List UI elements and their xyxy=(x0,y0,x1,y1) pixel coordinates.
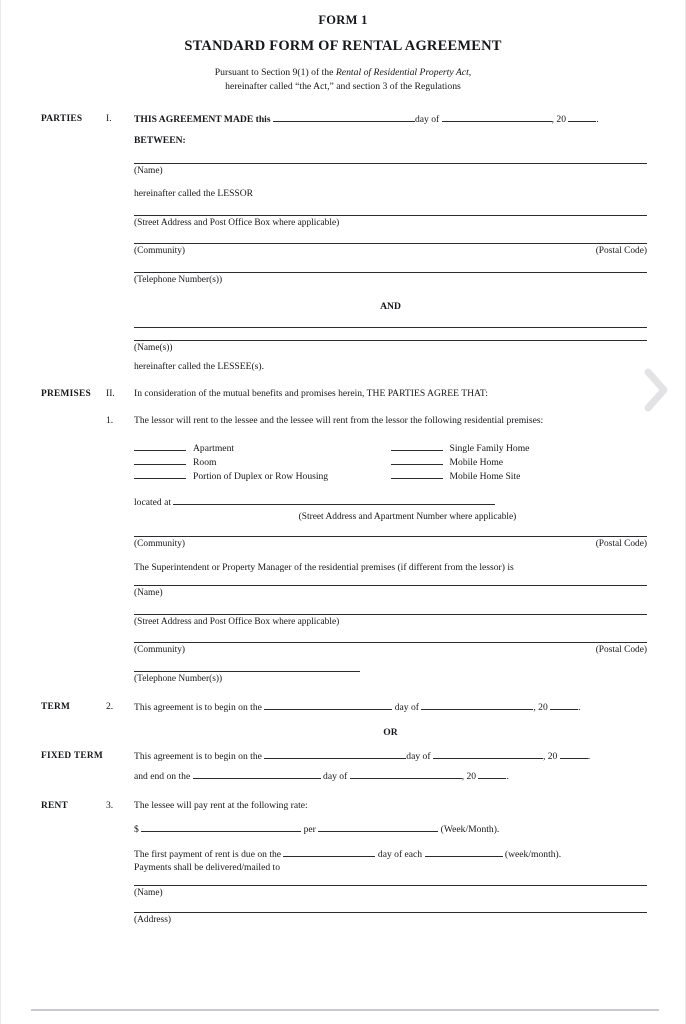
rent-week-month-lower-label: (week/month). xyxy=(504,849,562,861)
superintendent-community-field[interactable] xyxy=(134,642,647,643)
between-label: BETWEEN: xyxy=(134,134,186,146)
option-duplex-label: Portion of Duplex or Row Housing xyxy=(193,470,329,482)
option-room-checkbox-blank[interactable] xyxy=(134,456,186,465)
or-divider-row xyxy=(1,727,685,740)
option-single-family-checkbox-blank[interactable] xyxy=(391,442,443,451)
rent-delivered-label: Payments shall be delivered/mailed to xyxy=(134,862,281,874)
premises-type-options xyxy=(134,442,647,485)
parties-numeral: I. xyxy=(106,112,112,124)
fixed-term-period: . xyxy=(587,751,591,763)
rent-due-day-blank[interactable] xyxy=(283,848,375,857)
fixed-term-begin-month-blank[interactable] xyxy=(433,750,543,759)
lessee-names-caption: (Name(s)) xyxy=(134,343,173,354)
fixed-term-end-period: . xyxy=(506,770,509,782)
lessor-hereinafter: hereinafter called the LESSOR xyxy=(134,187,254,199)
rent-first-payment-label: The first payment of rent is due on the xyxy=(134,849,282,861)
premises-community-postal-captions xyxy=(134,538,647,551)
superintendent-telephone-caption: (Telephone Number(s)) xyxy=(134,673,223,684)
lessor-name-caption: (Name) xyxy=(134,166,163,177)
agreement-made-line xyxy=(134,113,647,127)
rent-payee-name-caption: (Name) xyxy=(134,888,163,899)
premises-item-1-content xyxy=(134,415,685,686)
superintendent-name-caption: (Name) xyxy=(134,587,163,598)
superintendent-text: The Superintendent or Property Manager of the residential premises (if different from the lessor) is xyxy=(134,562,514,574)
option-mobile-home-label: Mobile Home xyxy=(449,456,504,468)
located-at-caption: (Street Address and Apartment Number where applicable) xyxy=(298,511,517,522)
premises-item-1-text: The lessor will rent to the lessee and the lessee will rent from the lessor the following residential premises: xyxy=(134,414,544,426)
chevron-right-icon[interactable] xyxy=(643,368,669,412)
fixed-term-begin-day-blank[interactable] xyxy=(264,750,406,759)
act-name: Rental of Residential Property Act, xyxy=(335,67,472,79)
fixed-term-content xyxy=(134,750,685,784)
premises-community-field[interactable] xyxy=(134,536,647,537)
form-number: FORM 1 xyxy=(318,13,368,27)
pursuant-statement xyxy=(1,66,685,94)
located-at-line xyxy=(134,496,647,510)
rent-week-month-label: (Week/Month). xyxy=(440,823,500,835)
term-year-label: , 20 xyxy=(533,702,548,714)
option-single-family-label: Single Family Home xyxy=(449,442,530,454)
lessor-telephone-field[interactable] xyxy=(134,272,647,273)
lessee-hereinafter: hereinafter called the LESSEE(s). xyxy=(134,361,264,373)
pursuant-text-line2: hereinafter called “the Act,” and section 3 of the Regulations xyxy=(225,80,461,92)
fixed-term-end-line xyxy=(134,770,647,784)
option-mobile-home[interactable] xyxy=(391,456,648,470)
lessor-street-caption: (Street Address and Post Office Box where applicable) xyxy=(134,217,340,228)
option-apartment-label: Apartment xyxy=(193,442,235,454)
or-divider-label: OR xyxy=(383,727,398,739)
agreement-made-label: THIS AGREEMENT MADE this xyxy=(134,113,271,125)
rent-each-period-blank[interactable] xyxy=(425,848,503,857)
agreement-year-blank[interactable] xyxy=(568,113,596,122)
lessor-community-field[interactable] xyxy=(134,243,647,244)
term-begin-year-blank[interactable] xyxy=(550,701,578,710)
rent-day-of-each-label: day of each xyxy=(377,849,423,861)
lessor-community-caption: (Community) xyxy=(134,246,186,257)
footer-divider xyxy=(31,1009,659,1011)
section-rent xyxy=(1,800,685,927)
fixed-term-end-month-blank[interactable] xyxy=(350,770,462,779)
section-label-rent: RENT xyxy=(41,800,69,811)
agreement-year-label: , 20 xyxy=(551,113,567,125)
fixed-term-day-of-label: day of xyxy=(406,751,431,763)
superintendent-community-postal-captions xyxy=(134,644,647,657)
fixed-term-end-year-label: , 20 xyxy=(461,770,477,782)
superintendent-postal-caption: (Postal Code) xyxy=(595,645,647,656)
term-item-number: 2. xyxy=(106,701,114,713)
option-room[interactable] xyxy=(134,456,391,470)
fixed-term-end-day-blank[interactable] xyxy=(193,770,321,779)
fixed-term-begin-label: This agreement is to begin on the xyxy=(134,751,262,763)
rent-payee-address-field[interactable] xyxy=(134,912,647,913)
option-single-family-home[interactable] xyxy=(391,442,648,456)
rent-period-blank[interactable] xyxy=(318,823,438,832)
term-begin-line xyxy=(134,701,647,715)
section-label-premises: PREMISES xyxy=(41,388,91,399)
section-label-parties: PARTIES xyxy=(41,113,83,124)
located-at-label: located at xyxy=(134,497,172,509)
document-body xyxy=(1,113,685,927)
agreement-day-of-label: day of xyxy=(414,113,440,125)
term-begin-day-blank[interactable] xyxy=(264,701,392,710)
and-divider: AND xyxy=(380,300,401,312)
rent-per-label: per xyxy=(303,823,316,835)
premises-numeral: II. xyxy=(106,387,115,399)
option-apartment-checkbox-blank[interactable] xyxy=(134,442,186,451)
section-term xyxy=(1,701,685,715)
fixed-term-end-day-of-label: day of xyxy=(323,770,348,782)
section-label-fixed-term: FIXED TERM xyxy=(41,751,103,762)
lessor-street-field[interactable] xyxy=(134,215,647,216)
page-title: STANDARD FORM OF RENTAL AGREEMENT xyxy=(184,38,502,55)
premises-community-caption: (Community) xyxy=(134,538,186,549)
option-apartment[interactable] xyxy=(134,442,391,456)
lessor-telephone-caption: (Telephone Number(s)) xyxy=(134,274,223,285)
superintendent-street-caption: (Street Address and Post Office Box where applicable) xyxy=(134,616,340,627)
premises-item-1-number: 1. xyxy=(106,414,114,426)
term-content xyxy=(134,701,685,715)
premises-content xyxy=(134,388,685,401)
agreement-month-blank[interactable] xyxy=(442,113,552,122)
document-header xyxy=(1,0,685,94)
fixed-term-end-label: and end on the xyxy=(134,770,191,782)
agreement-day-blank[interactable] xyxy=(273,113,415,122)
lessor-postal-caption: (Postal Code) xyxy=(595,246,647,257)
rent-amount-blank[interactable] xyxy=(141,823,301,832)
located-at-blank[interactable] xyxy=(173,496,495,505)
rent-content xyxy=(134,800,685,927)
premises-item-1 xyxy=(1,415,685,686)
rent-payee-address-caption: (Address) xyxy=(134,914,171,925)
premises-options-left-column xyxy=(134,442,391,485)
superintendent-telephone-field[interactable] xyxy=(134,671,360,672)
rent-dollar-sign: $ xyxy=(134,823,139,835)
option-room-label: Room xyxy=(193,456,217,468)
lessor-community-postal-captions xyxy=(134,245,647,258)
superintendent-community-caption: (Community) xyxy=(134,645,186,656)
superintendent-street-field[interactable] xyxy=(134,614,647,615)
premises-options-right-column xyxy=(391,442,648,485)
fixed-term-year-label: , 20 xyxy=(542,751,558,763)
premises-intro: In consideration of the mutual benefits and promises herein, THE PARTIES AGREE THAT: xyxy=(134,387,488,399)
option-mobile-home-site-label: Mobile Home Site xyxy=(449,470,521,482)
option-mobile-home-checkbox-blank[interactable] xyxy=(391,456,443,465)
fixed-term-end-year-blank[interactable] xyxy=(478,770,506,779)
term-day-of-label: day of xyxy=(394,702,419,714)
section-premises xyxy=(1,388,685,401)
rent-payee-name-field[interactable] xyxy=(134,885,647,886)
fixed-term-begin-year-blank[interactable] xyxy=(560,750,588,759)
premises-postal-caption: (Postal Code) xyxy=(595,538,647,549)
rent-first-payment-line xyxy=(134,848,647,862)
agreement-period: . xyxy=(596,113,599,125)
option-mobile-home-site[interactable] xyxy=(391,470,648,484)
rent-rate-line xyxy=(134,823,647,837)
option-duplex-row-housing[interactable] xyxy=(134,470,391,484)
lessee-name-field-2[interactable] xyxy=(134,340,647,341)
parties-content xyxy=(134,113,685,374)
section-parties xyxy=(1,113,685,374)
pursuant-text-pre: Pursuant to Section 9(1) of the xyxy=(214,67,336,79)
or-divider-content xyxy=(134,727,685,740)
option-mobile-home-site-checkbox-blank[interactable] xyxy=(391,470,443,479)
rent-item-number: 3. xyxy=(106,799,114,811)
option-duplex-checkbox-blank[interactable] xyxy=(134,470,186,479)
lessor-name-field[interactable] xyxy=(134,163,647,164)
rent-intro: The lessee will pay rent at the following rate: xyxy=(134,799,308,811)
section-label-term: TERM xyxy=(41,702,71,713)
fixed-term-begin-line xyxy=(134,750,647,764)
term-begin-label: This agreement is to begin on the xyxy=(134,702,262,714)
term-period: . xyxy=(578,702,581,714)
superintendent-name-field[interactable] xyxy=(134,585,647,586)
term-begin-month-blank[interactable] xyxy=(421,701,533,710)
section-fixed-term xyxy=(1,750,685,784)
